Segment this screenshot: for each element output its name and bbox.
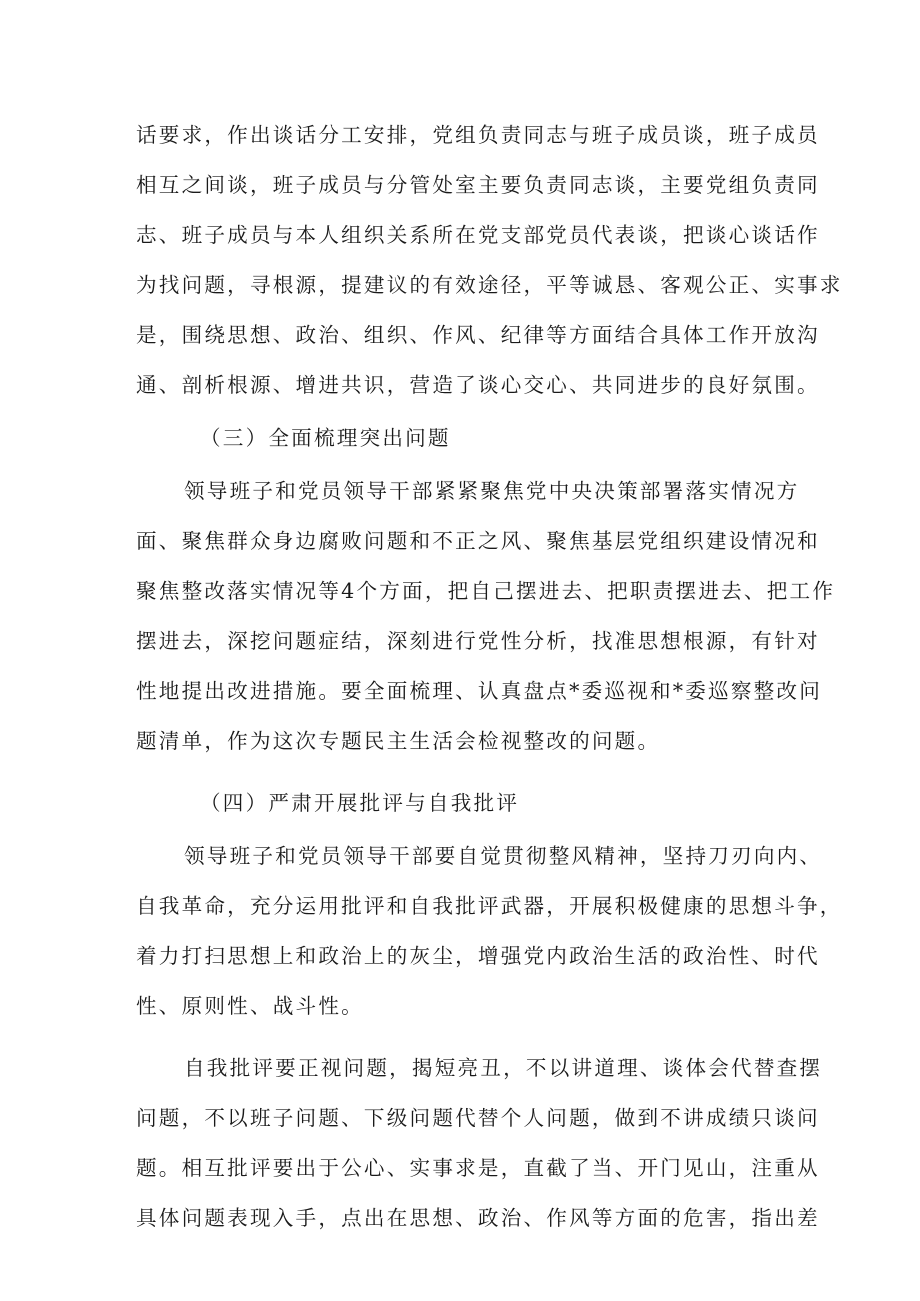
paragraph-line: 话要求，作出谈话分工安排，党组负责同志与班子成员谈，班子成员	[136, 123, 820, 147]
paragraph-line: 领导班子和党员领导干部要自觉贯彻整风精神，坚持刀刃向内、	[184, 844, 823, 868]
section-heading-4: （四）严肃开展批评与自我批评	[200, 791, 520, 815]
paragraph-1	[136, 110, 843, 410]
paragraph-line: 摆进去，深挖问题症结，深刻进行党性分析，找准思想根源，有针对	[136, 629, 820, 653]
paragraph-4	[136, 1043, 823, 1243]
paragraph-line: 通、剖析根源、增进共识，营造了谈心交心、共同进步的良好氛围。	[136, 373, 820, 397]
paragraph-line: 问题，不以班子问题、下级问题代替个人问题，做到不讲成绩只谈问	[136, 1106, 820, 1130]
paragraph-line: 题清单，作为这次专题民主生活会检视整改的问题。	[136, 729, 661, 753]
paragraph-line: 领导班子和党员领导干部紧紧聚焦党中央决策部署落实情况方	[184, 479, 800, 503]
paragraph-line: 聚焦整改落实情况等4个方面，把自己摆进去、把职责摆进去、把工作	[136, 579, 836, 603]
paragraph-line: 自我革命，充分运用批评和自我批评武器，开展积极健康的思想斗争，	[136, 894, 843, 918]
paragraph-3	[136, 831, 843, 1031]
paragraph-line: 面、聚焦群众身边腐败问题和不正之风、聚焦基层党组织建设情况和	[136, 529, 820, 553]
paragraph-line: 性、原则性、战斗性。	[136, 994, 364, 1018]
paragraph-line: 相互之间谈，班子成员与分管处室主要负责同志谈，主要党组负责同	[136, 173, 820, 197]
paragraph-line: 自我批评要正视问题，揭短亮丑，不以讲道理、谈体会代替查摆	[184, 1056, 823, 1080]
document-body	[136, 110, 843, 1243]
section-heading-3: （三）全面梳理突出问题	[200, 426, 451, 450]
paragraph-line: 志、班子成员与本人组织关系所在党支部党员代表谈，把谈心谈话作	[136, 223, 820, 247]
paragraph-line: 题。相互批评要出于公心、实事求是，直截了当、开门见山，注重从	[136, 1156, 820, 1180]
paragraph-line: 为找问题，寻根源，提建议的有效途径，平等诚恳、客观公正、实事求	[136, 273, 843, 297]
paragraph-2	[136, 466, 836, 766]
paragraph-line: 着力打扫思想上和政治上的灰尘，增强党内政治生活的政治性、时代	[136, 944, 820, 968]
paragraph-line: 性地提出改进措施。要全面梳理、认真盘点*委巡视和*委巡察整改问	[136, 679, 823, 703]
paragraph-line: 是，围绕思想、政治、组织、作风、纪律等方面结合具体工作开放沟	[136, 323, 820, 347]
paragraph-line: 具体问题表现入手，点出在思想、政治、作风等方面的危害，指出差	[136, 1206, 820, 1230]
